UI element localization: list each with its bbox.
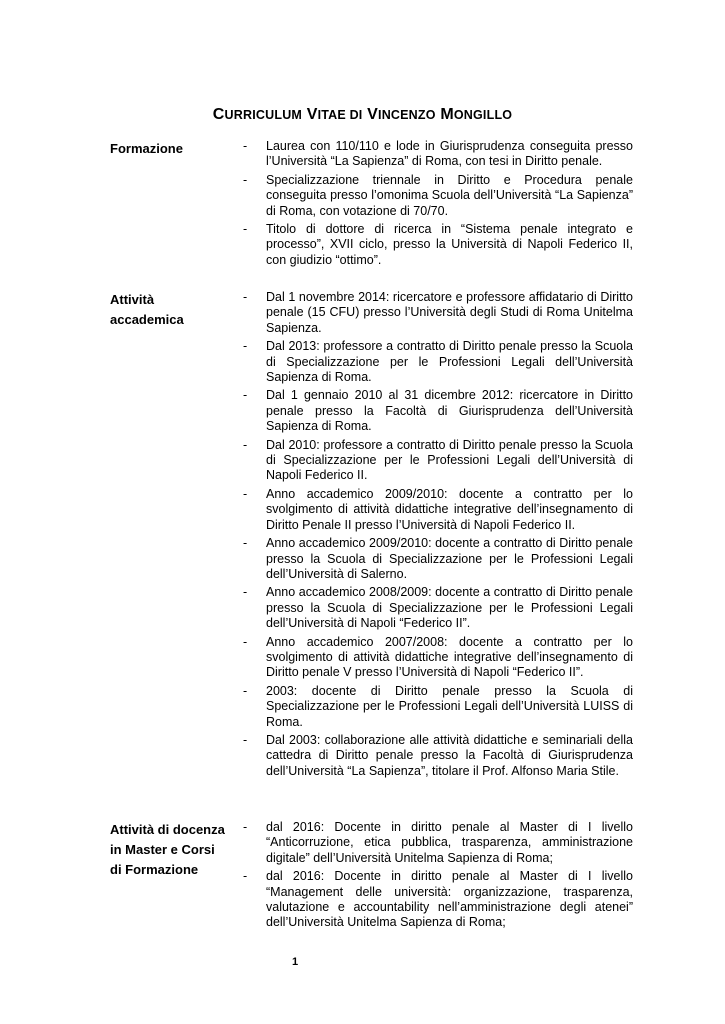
list-item: - Anno accademico 2007/2008: docente a contratto per lo svolgimento di attività didattiche integrative dell’insegnamento di Diritto penale V presso l’Università di Napoli “Federico II”.	[243, 634, 633, 680]
section-heading-accademica: Attività accademica	[110, 292, 184, 327]
formazione-list	[243, 139, 633, 271]
list-item: - Anno accademico 2009/2010: docente a contratto per lo svolgimento di attività didattiche integrative dell’insegnamento di Diritto Penale II presso l’Università di Napoli Federico II.	[243, 486, 633, 532]
list-item: - Specializzazione triennale in Diritto e Procedura penale conseguita presso l’omonima Scuola dell’Università “La Sapienza” di Roma, con votazione di 70/70.	[243, 172, 633, 218]
list-item: - Dal 2010: professore a contratto di Diritto penale presso la Scuola di Specializzazione per le Professioni Legali dell’Università di Napoli Federico II.	[243, 437, 633, 483]
list-item: - dal 2016: Docente in diritto penale al Master di I livello “Anticorruzione, etica pubblica, trasparenza, amministrazione digitale” dell’Università Unitelma Sapienza di Roma;	[243, 820, 633, 865]
list-item: - Dal 1 novembre 2014: ricercatore e professore affidatario di Diritto penale (15 CFU) presso l’Università degli Studi di Roma Unitelma Sapienza.	[243, 290, 633, 335]
docenza-list	[243, 820, 633, 934]
list-item: - dal 2016: Docente in diritto penale al Master di I livello “Management delle università: organizzazione, trasparenza, valutazione e accountability nell’amministrazione degli atenei” dell’Università Unitelma Sapienza di Roma;	[243, 869, 633, 930]
list-item: - Titolo di dottore di ricerca in “Sistema penale integrato e processo”, XVII ciclo, presso la Università di Napoli Federico II, con giudizio “ottimo”.	[243, 222, 633, 267]
document-title: CURRICULUM VITAE DI VINCENZO MONGILLO	[212, 106, 513, 123]
section-heading-docenza: Attività di docenza in Master e Corsi di Formazione	[110, 822, 225, 877]
list-item: - Dal 2013: professore a contratto di Diritto penale presso la Scuola di Specializzazione per le Professioni Legali dell’Università Sapienza di Roma.	[243, 339, 633, 385]
list-item: - Anno accademico 2009/2010: docente a contratto di Diritto penale presso la Scuola di Specializzazione per le Professioni Legali dell’Università di Salerno.	[243, 536, 633, 581]
list-item: - Laurea con 110/110 e lode in Giurisprudenza conseguita presso l’Università “La Sapienza” di Roma, con tesi in Diritto penale.	[243, 139, 633, 169]
page-number: 1	[291, 956, 299, 968]
list-item: - Anno accademico 2008/2009: docente a contratto di Diritto penale presso la Scuola di Specializzazione per le Professioni Legali dell’Università di Napoli “Federico II”.	[243, 585, 633, 631]
accademica-list	[243, 290, 633, 782]
list-item: - Dal 2003: collaborazione alle attività didattiche e seminariali della cattedra di Diritto penale presso la Facoltà di Giurisprudenza dell’Università “La Sapienza”, titolare il Prof. Alfonso Maria Stile.	[243, 732, 633, 778]
list-item: - Dal 1 gennaio 2010 al 31 dicembre 2012: ricercatore in Diritto penale presso la Facoltà di Giurisprudenza dell’Università Sapienza di Roma.	[243, 388, 633, 434]
section-heading-formazione: Formazione	[110, 141, 183, 156]
list-item: - 2003: docente di Diritto penale presso la Scuola di Specializzazione per le Professioni Legali dell’Università LUISS di Roma.	[243, 683, 633, 729]
